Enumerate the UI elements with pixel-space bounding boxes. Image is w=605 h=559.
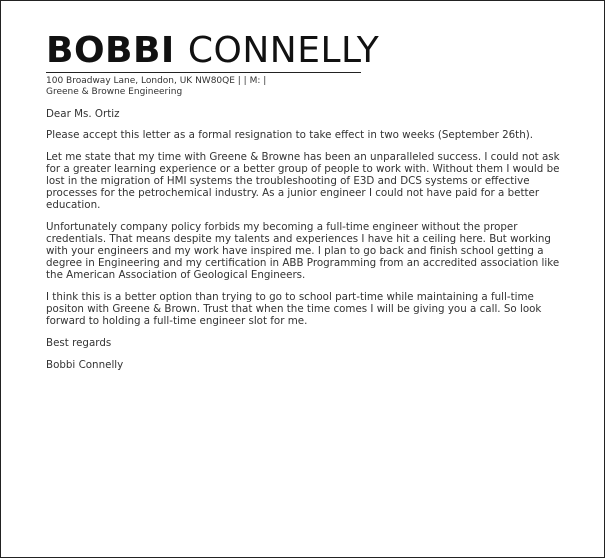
signature: Bobbi Connelly [46,359,124,371]
header-divider [46,72,361,73]
salutation: Dear Ms. Ortiz [46,108,120,120]
sender-company: Greene & Browne Engineering [46,87,183,97]
closing: Best regards [46,337,112,349]
paragraph-1: Please accept this letter as a formal resignation to take effect in two weeks (September 26th). [46,129,534,141]
sender-contact-line: 100 Broadway Lane, London, UK NW80QE | | M: | [46,76,267,86]
paragraph-3: Unfortunately company policy forbids my becoming a full-time engineer without the proper credentials. That means despite my talents and experiences I have hit a ceiling here. But working with your engineers and my work have inspired me. I plan to go back and finish school getting a degree in Engineering and my certification in ABB Programming from an accredited association like the American Association of Geological Engineers. [46,221,560,281]
sender-last-name: CONNELLY [187,30,380,71]
letter-body [46,108,566,371]
sender-first-name: BOBBI [46,30,175,71]
letter-content [46,31,566,381]
paragraph-4: I think this is a better option than trying to go to school part-time while maintaining a full-time positon with Greene & Brown. Trust that when the time comes I will be giving you a call. So look forward to holding a full-time engineer slot for me. [46,291,542,327]
sender-name [46,31,566,71]
paragraph-2: Let me state that my time with Greene & Browne has been an unparalleled success. I could not ask for a greater learning experience or a better group of people to work with. Without them I would be lost in the migration of HMI systems the troubleshooting of E3D and DCS systems or effective processes for the petrochemical industry. As a junior engineer I could not have paid for a better education. [46,151,560,211]
